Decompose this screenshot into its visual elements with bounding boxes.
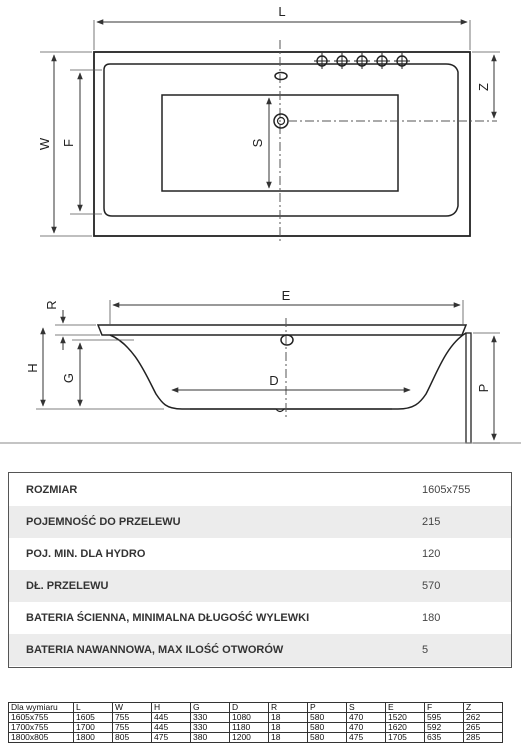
size-table-cell: P (308, 703, 347, 713)
size-table-cell: 470 (347, 713, 386, 723)
dim-label-G: G (61, 372, 76, 384)
size-table-cell: 1605x755 (9, 713, 74, 723)
size-table-cell: 1800 (74, 733, 113, 743)
size-table-cell: 265 (464, 723, 503, 733)
size-table-cell: Dla wymiaru (9, 703, 74, 713)
size-table-cell: Z (464, 703, 503, 713)
dim-label-R: R (44, 300, 59, 310)
size-table-cell: 755 (113, 723, 152, 733)
size-table-cell: 805 (113, 733, 152, 743)
tap-hole-icon (374, 53, 390, 69)
side-view (0, 288, 521, 443)
size-table-cell: 330 (191, 713, 230, 723)
size-table-cell: F (425, 703, 464, 713)
size-table-cell: 1180 (230, 723, 269, 733)
dim-label-W: W (37, 137, 52, 151)
drain-icon (274, 114, 288, 128)
size-table-cell: 1200 (230, 733, 269, 743)
size-table-cell: 592 (425, 723, 464, 733)
size-table-cell: 445 (152, 713, 191, 723)
size-table-cell: 18 (269, 733, 308, 743)
tub-bottom-profile (190, 409, 392, 412)
spec-value: 570 (422, 580, 441, 592)
size-table (8, 702, 503, 743)
size-table-row (9, 733, 503, 743)
size-table-cell: 580 (308, 723, 347, 733)
spec-label: BATERIA NAWANNOWA, MAX ILOŚĆ OTWORÓW (26, 644, 284, 656)
dim-label-H: H (25, 363, 40, 373)
spec-table (8, 472, 512, 668)
overflow-outlet (275, 73, 287, 80)
size-table-cell: 595 (425, 713, 464, 723)
size-table-cell: 18 (269, 713, 308, 723)
spec-row (9, 474, 511, 506)
size-table-cell: 635 (425, 733, 464, 743)
size-table-cell: D (230, 703, 269, 713)
spec-label: POJ. MIN. DLA HYDRO (26, 548, 146, 560)
size-table-cell: E (386, 703, 425, 713)
spec-row (9, 634, 511, 666)
spec-value: 215 (422, 516, 441, 528)
top-view (37, 4, 500, 244)
dim-label-L: L (278, 4, 286, 19)
tub-rim-profile (98, 325, 466, 335)
tap-hole-icon (394, 53, 410, 69)
size-table-cell: 1700 (74, 723, 113, 733)
tap-hole-icon (334, 53, 350, 69)
size-table-cell: 1080 (230, 713, 269, 723)
size-table-cell: 18 (269, 723, 308, 733)
dim-label-F: F (61, 139, 76, 147)
size-table-cell: 1800x805 (9, 733, 74, 743)
spec-row (9, 602, 511, 634)
size-table-cell: G (191, 703, 230, 713)
size-table-cell: 1620 (386, 723, 425, 733)
size-table-cell: 380 (191, 733, 230, 743)
dim-label-Z: Z (476, 83, 491, 91)
size-table-cell: 475 (152, 733, 191, 743)
size-table-cell: 755 (113, 713, 152, 723)
size-table-cell: 580 (308, 733, 347, 743)
spec-row (9, 538, 511, 570)
size-table-cell: 1605 (74, 713, 113, 723)
spec-value: 5 (422, 644, 429, 656)
overflow-outlet-side (281, 335, 293, 345)
size-table-cell: 470 (347, 723, 386, 733)
size-table-row (9, 713, 503, 723)
size-table-cell: 580 (308, 713, 347, 723)
spec-row (9, 570, 511, 602)
spec-label: ROZMIAR (26, 484, 78, 496)
dim-label-E: E (281, 288, 291, 303)
spec-value: 1605x755 (422, 484, 471, 496)
spec-row (9, 506, 511, 538)
size-table-cell: S (347, 703, 386, 713)
tap-hole-icon (314, 53, 330, 69)
spec-label: BATERIA ŚCIENNA, MINIMALNA DŁUGOŚĆ WYLEWKI (26, 612, 310, 624)
spec-value: 120 (422, 548, 441, 560)
wall-panel (466, 333, 471, 443)
size-table-cell: 262 (464, 713, 503, 723)
size-table-header (9, 703, 503, 713)
size-table-cell: 330 (191, 723, 230, 733)
dim-label-P: P (476, 383, 491, 393)
size-table-row (9, 723, 503, 733)
dim-label-S: S (250, 138, 265, 148)
tap-hole-icon (354, 53, 370, 69)
spec-value: 180 (422, 612, 441, 624)
size-table-cell: 1705 (386, 733, 425, 743)
spec-label: DŁ. PRZELEWU (26, 580, 109, 592)
size-table-cell: 1520 (386, 713, 425, 723)
size-table-cell: L (74, 703, 113, 713)
dim-label-D: D (269, 373, 279, 388)
size-table-cell: 445 (152, 723, 191, 733)
tap-holes (314, 53, 410, 69)
spec-label: POJEMNOŚĆ DO PRZELEWU (26, 516, 181, 528)
size-table-cell: 285 (464, 733, 503, 743)
size-table-cell: R (269, 703, 308, 713)
tub-inner-basin (104, 64, 458, 216)
size-table-cell: W (113, 703, 152, 713)
size-table-cell: 475 (347, 733, 386, 743)
size-table-cell: 1700x755 (9, 723, 74, 733)
size-table-cell: H (152, 703, 191, 713)
